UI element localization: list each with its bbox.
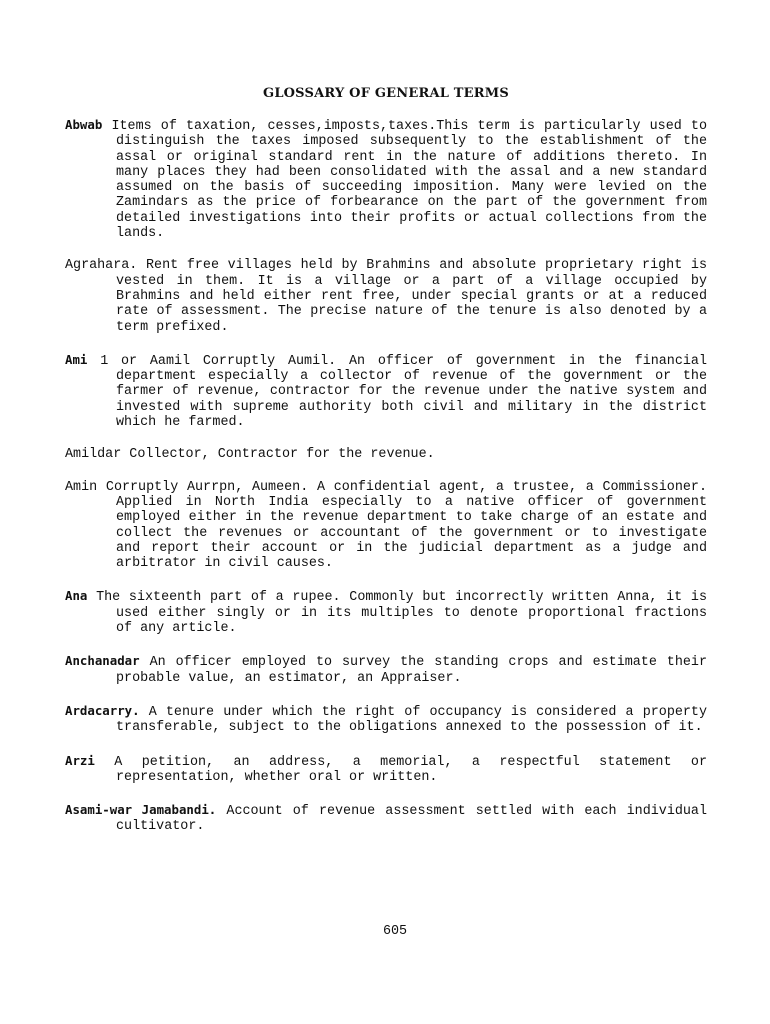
glossary-term: Ardacarry. (65, 702, 140, 718)
glossary-definition: Collector, Contractor for the revenue. (129, 447, 435, 463)
glossary-term: Anchanadar (65, 653, 140, 669)
glossary-term: Asami-war Jamabandi. (65, 802, 217, 818)
glossary-entry-amil (65, 352, 707, 430)
glossary-definition: Corruptly Aurrpn, Aumeen. A confidential agent, a trustee, a Commissioner. Applied in North India especially to a native officer of government employed either in the revenue department to take charge of an estate and collect the revenues or accountant of the government or to investigate and report their account or in the judicial department as a judge and arbitrator in civil causes. (105, 479, 707, 572)
page-title: GLOSSARY OF GENERAL TERMS (263, 86, 509, 101)
glossary-entry-asami-war-jamabandi (65, 802, 707, 835)
glossary-definition: The sixteenth part of a rupee. Commonly but incorrectly written Anna, it is used either singly or in its multiples to denote proportional fractions of any article. (96, 590, 707, 637)
glossary-entry-arzi (65, 753, 707, 786)
glossary-definition: Account of revenue assessment settled with each individual cultivator. (116, 804, 707, 835)
glossary-term: Arzi (65, 752, 95, 768)
glossary-term: Ami (65, 351, 88, 367)
glossary-entry-agrahara (65, 258, 707, 334)
glossary-definition: An officer employed to survey the standing crops and estimate their probable value, an estimator, an Appraiser. (116, 655, 707, 686)
glossary-definition: A tenure under which the right of occupancy is considered a property transferable, subject to the obligations annexed to the possession of it. (116, 704, 707, 736)
glossary-term: Ana (65, 588, 88, 604)
glossary-entry-anchanadar (65, 653, 707, 686)
glossary-definition: A petition, an address, a memorial, a respectful statement or representation, whether oral or written. (114, 754, 707, 785)
glossary-term: Amildar (65, 447, 122, 463)
glossary-definition: Rent free villages held by Brahmins and absolute proprietary right is vested in them. It is a village or a part of a village occupied by Brahmins and held either rent free, under special grants or at a reduced rate of assessment. The precise nature of the tenure is also denoted by a term prefixed. (116, 258, 707, 335)
glossary-entry-ardacarry (65, 703, 707, 736)
glossary-entry-amildar (65, 447, 707, 462)
glossary-entry-ana (65, 588, 707, 636)
glossary-definition: 1 or Aamil Corruptly Aumil. An officer of government in the financial department especially a collector of revenue of the government or the farmer of revenue, contractor for the revenue under the native system and invested with supreme authority both civil and military in the district which he farmed. (100, 353, 707, 431)
glossary-entry-abwab (65, 117, 707, 241)
glossary-term: Agrahara. (65, 258, 138, 274)
glossary-term: Abwab (65, 117, 103, 132)
glossary-entry-amin (65, 480, 707, 572)
glossary-definition: Items of taxation, cesses,imposts,taxes.This term is particularly used to distinguish the taxes imposed subsequently to the establishment of the assal or original standard rent in the nature of additions thereto. In many places they had been consolidated with the assal and a new standard assumed on the basis of succeeding imposition. Many were levied on the Zamindars as the price of forbearance on the part of the government from detailed investigations into their profits or actual collections from the lands. (111, 119, 707, 242)
glossary-list (65, 117, 707, 852)
page-number: 605 (382, 924, 408, 939)
glossary-term: Amin (65, 479, 98, 495)
